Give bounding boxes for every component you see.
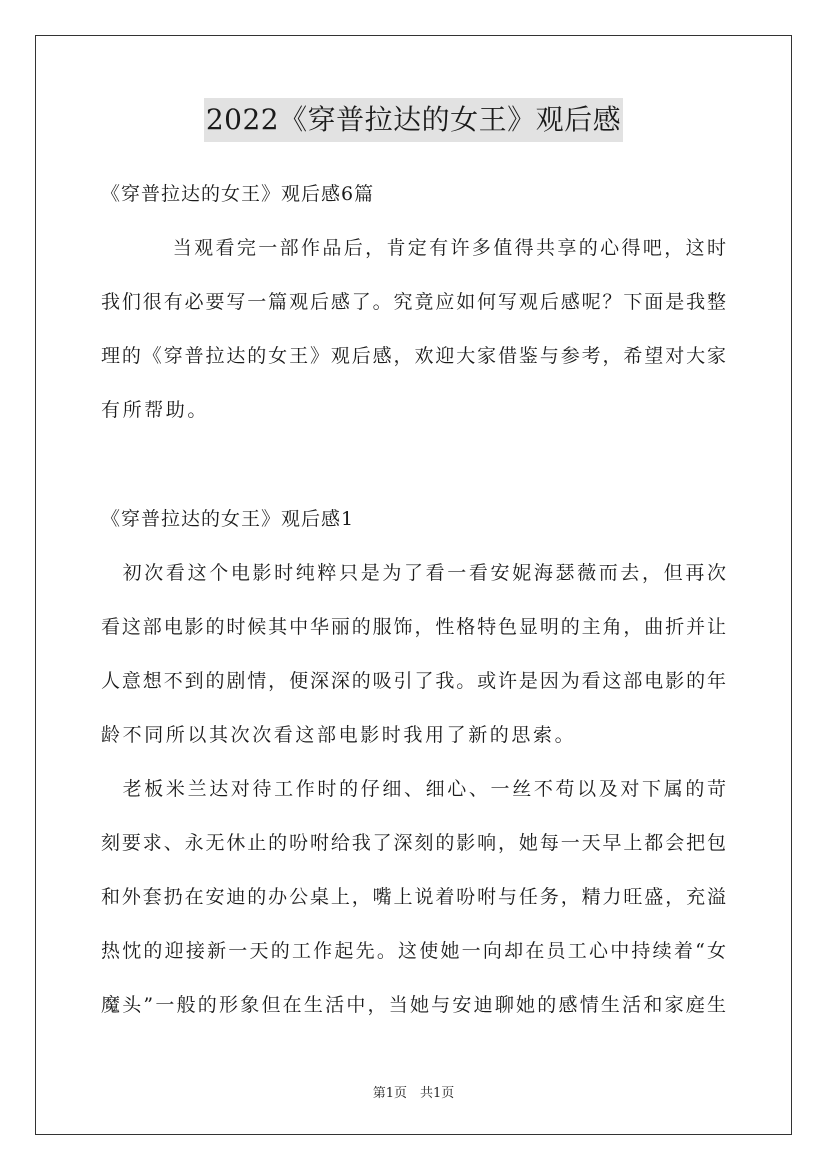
paragraph2-line-5: 魔头”一般的形象但在生活中，当她与安迪聊她的感情生活和家庭生 [101,994,726,1016]
section-heading: 《穿普拉达的女王》观后感1 [101,508,355,530]
paragraph2-line-1: 老板米兰达对待工作时的仔细、细心、一丝不苟以及对下属的苛 [101,778,726,800]
intro-line-3: 理的《穿普拉达的女王》观后感，欢迎大家借鉴与参考，希望对大家 [101,345,726,367]
title-wrap [0,98,827,142]
paragraph1-line-1: 初次看这个电影时纯粹只是为了看一看安妮海瑟薇而去，但再次 [101,562,726,584]
intro-line-1: 当观看完一部作品后，肯定有许多值得共享的心得吧，这时 [130,237,726,259]
page-number-footer: 第1页 共1页 [372,1086,455,1101]
intro-line-4: 有所帮助。 [101,399,210,421]
paragraph1-line-3: 人意想不到的剧情，便深深的吸引了我。或许是因为看这部电影的年 [101,670,726,692]
paragraph1-line-2: 看这部电影的时候其中华丽的服饰，性格特色显明的主角，曲折并让 [101,616,726,638]
paragraph2-line-2: 刻要求、永无休止的吩咐给我了深刻的影响，她每一天早上都会把包 [101,832,726,854]
document-subtitle: 《穿普拉达的女王》观后感6篇 [101,183,375,205]
paragraph2-line-4: 热忱的迎接新一天的工作起先。这使她一向却在员工心中持续着“女 [101,940,726,962]
document-title: 2022《穿普拉达的女王》观后感 [204,98,623,142]
paragraph2-line-3: 和外套扔在安迪的办公桌上，嘴上说着吩咐与任务，精力旺盛，充溢 [101,886,726,908]
paragraph1-line-4: 龄不同所以其次次看这部电影时我用了新的思索。 [101,724,577,746]
intro-line-2: 我们很有必要写一篇观后感了。究竟应如何写观后感呢？下面是我整 [101,291,726,313]
